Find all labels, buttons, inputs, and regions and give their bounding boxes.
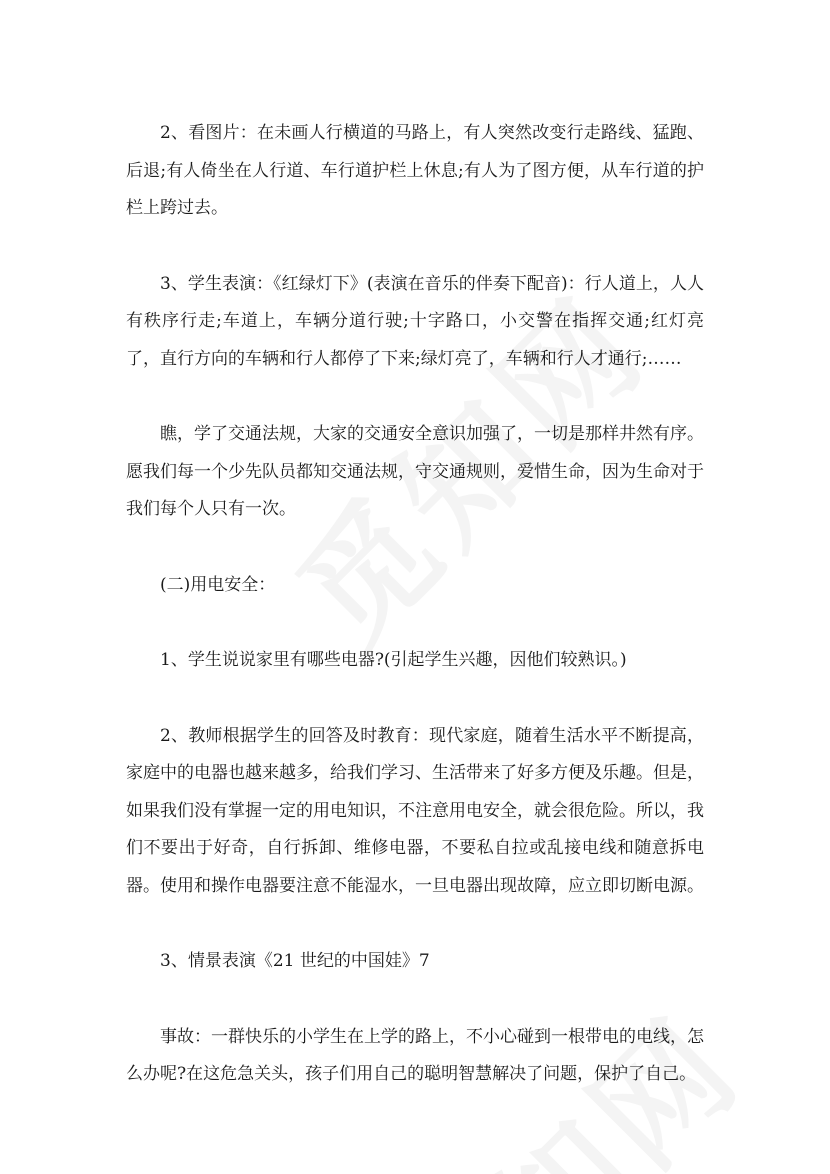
paragraph-scenario-performance: 3、情景表演《21 世纪的中国娃》7: [160, 951, 430, 971]
paragraph-traffic-summary: 瞧，学了交通法规，大家的交通安全意识加强了，一切是那样井然有序。愿我们每一个少先队员都知交通法规，守交通规则，爱惜生命，因为生命对于我们每个人只有一次。: [126, 424, 704, 519]
section-heading-electrical-safety: (二)用电安全：: [160, 574, 276, 595]
paragraph-student-performance: 3、学生表演：《红绿灯下》(表演在音乐的伴奏下配音)：行人道上，人人有秩序行走;车道上，车辆分道行驶;十字路口，小交警在指挥交通;红灯亮了，直行方向的车辆和行人都停了下来;绿灯亮了，车辆和行人才通行;……: [126, 273, 704, 369]
document-body: [126, 115, 704, 1094]
paragraph-household-appliances: 1、学生说说家里有哪些电器?(引起学生兴趣，因他们较熟识。): [160, 650, 627, 670]
paragraph-teacher-education: 2、教师根据学生的回答及时教育：现代家庭，随着生活水平不断提高，家庭中的电器也越来越多，给我们学习、生活带来了好多方便及乐趣。但是，如果我们没有掌握一定的用电知识，不注意用电安全，就会很危险。所以，我们不要出于好奇，自行拆卸、维修电器，不要私自拉或乱接电线和随意拆电器。使用和操作电器要注意不能湿水，一旦电器出现故障，应立即切断电源。: [126, 725, 704, 896]
paragraph-accident: 事故：一群快乐的小学生在上学的路上，不小心碰到一根带电的电线，怎么办呢?在这危急关头，孩子们用自己的聪明智慧解决了问题，保护了自己。: [126, 1026, 704, 1084]
paragraph-picture-viewing: 2、看图片：在未画人行横道的马路上，有人突然改变行走路线、猛跑、后退;有人倚坐在人行道、车行道护栏上休息;有人为了图方便，从车行道的护栏上跨过去。: [126, 123, 704, 218]
